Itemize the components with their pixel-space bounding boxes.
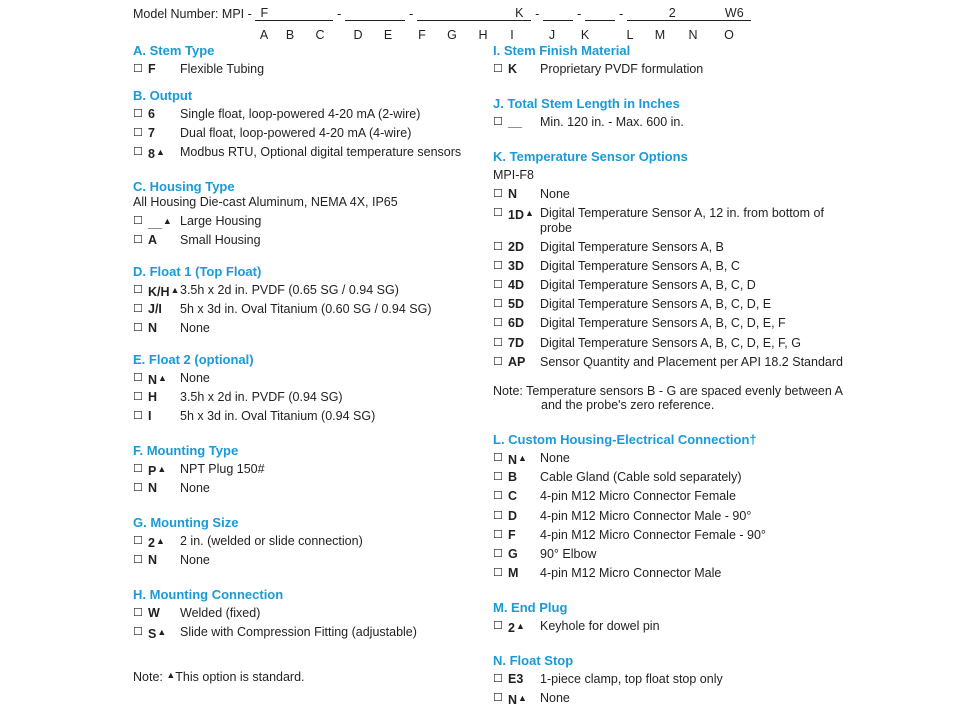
option-code [148, 409, 151, 424]
option-code-text: N [148, 321, 158, 335]
option-description: 3.5h x 2d in. PVDF (0.65 SG / 0.94 SG) [180, 283, 399, 297]
section-heading-c: C. Housing Type [133, 179, 235, 194]
option-code [508, 691, 527, 708]
option-code [148, 302, 162, 317]
option-code-text: __ [148, 216, 162, 230]
checkbox-icon[interactable]: ☐ [493, 337, 503, 349]
checkbox-icon[interactable]: ☐ [493, 529, 503, 541]
option-code-text: W [148, 606, 160, 620]
position-letter-h: H [478, 28, 488, 42]
model-dash: - [619, 7, 624, 21]
option-code-text: 6D [508, 316, 524, 330]
option-description: Proprietary PVDF formulation [540, 62, 704, 76]
option-code [148, 534, 165, 551]
section-heading-g: G. Mounting Size [133, 515, 239, 530]
option-code-text: 7D [508, 336, 524, 350]
option-description: None [180, 481, 210, 495]
option-description: Digital Temperature Sensors A, B, C, D, E, F [540, 316, 786, 330]
option-description: 5h x 3d in. Oval Titanium (0.94 SG) [180, 409, 376, 423]
option-description: Keyhole for dowel pin [540, 619, 660, 633]
option-code [148, 625, 166, 642]
option-description: Digital Temperature Sensors A, B, C [540, 259, 740, 273]
section-heading-i: I. Stem Finish Material [493, 43, 631, 58]
option-description: None [180, 553, 210, 567]
option-description: Digital Temperature Sensors A, B, C, D, E [540, 297, 772, 311]
standard-triangle-icon: ▲ [524, 208, 534, 218]
option-code-text: D [508, 509, 518, 523]
option-code [508, 619, 525, 636]
option-description: 5h x 3d in. Oval Titanium (0.60 SG / 0.94 SG) [180, 302, 432, 316]
option-description: Min. 120 in. - Max. 600 in. [540, 115, 684, 129]
option-description: None [180, 321, 210, 335]
option-description: Dual float, loop-powered 4-20 mA (4-wire) [180, 126, 412, 140]
option-description: Small Housing [180, 233, 261, 247]
option-description: None [540, 451, 570, 465]
option-description: Digital Temperature Sensors A, B, C, D, E, F, G [540, 336, 801, 350]
option-code [148, 462, 166, 479]
standard-triangle-icon: ▲ [515, 621, 525, 631]
temperature-note: Note: Temperature sensors B - G are spaced evenly between A [493, 384, 843, 398]
position-letter-l: L [626, 28, 634, 42]
option-code-text: 2 [508, 621, 515, 635]
option-code-text: 2D [508, 240, 524, 254]
position-letter-a: A [259, 28, 269, 42]
model-slot-d [345, 6, 375, 21]
checkbox-icon[interactable]: ☐ [133, 215, 143, 227]
option-code [508, 187, 517, 202]
model-number-line [133, 6, 751, 42]
checkbox-icon[interactable]: ☐ [493, 356, 503, 368]
checkbox-icon[interactable]: ☐ [493, 298, 503, 310]
section-note-c: All Housing Die-cast Aluminum, NEMA 4X, IP65 [133, 195, 398, 209]
option-code [148, 371, 167, 388]
option-description: 2 in. (welded or slide connection) [180, 534, 363, 548]
option-description: Digital Temperature Sensor A, 12 in. from bottom of [540, 206, 824, 220]
option-code [148, 214, 172, 231]
model-slot-e [375, 6, 405, 21]
model-slot-j [543, 6, 573, 21]
checkbox-icon[interactable]: ☐ [493, 692, 503, 704]
position-letter-m: M [654, 28, 666, 42]
checkbox-icon[interactable]: ☐ [133, 463, 143, 475]
option-code-text: K/H [148, 285, 170, 299]
option-code [148, 233, 157, 248]
section-heading-m: M. End Plug [493, 600, 568, 615]
position-letter-g: G [447, 28, 457, 42]
option-code-text: C [508, 489, 518, 503]
section-heading-n: N. Float Stop [493, 653, 574, 668]
option-code-text: N [508, 187, 518, 201]
option-code-text: E3 [508, 672, 524, 686]
option-code [148, 606, 160, 621]
checkbox-icon[interactable]: ☐ [493, 188, 503, 200]
option-code-text: N [148, 373, 158, 387]
option-code-text: I [148, 409, 152, 423]
section-heading-b: B. Output [133, 88, 193, 103]
option-description: Single float, loop-powered 4-20 mA (2-wire) [180, 107, 421, 121]
checkbox-icon[interactable]: ☐ [493, 567, 503, 579]
checkbox-icon[interactable]: ☐ [493, 260, 503, 272]
option-description: None [540, 187, 570, 201]
option-description: 4-pin M12 Micro Connector Female - 90° [540, 528, 766, 542]
position-letter-d: D [353, 28, 363, 42]
option-description: Digital Temperature Sensors A, B [540, 240, 724, 254]
option-code [508, 259, 524, 274]
checkbox-icon[interactable]: ☐ [133, 108, 143, 120]
checkbox-icon[interactable]: ☐ [493, 116, 503, 128]
section-heading-f: F. Mounting Type [133, 443, 239, 458]
option-code-text: P [148, 464, 157, 478]
checkbox-icon[interactable]: ☐ [133, 234, 143, 246]
checkbox-icon[interactable]: ☐ [493, 620, 503, 632]
model-dash: - [577, 7, 582, 21]
checkbox-icon[interactable]: ☐ [493, 673, 503, 685]
option-code [148, 553, 157, 568]
option-description: NPT Plug 150# [180, 462, 265, 476]
checkbox-icon[interactable]: ☐ [133, 607, 143, 619]
option-description: 1-piece clamp, top float stop only [540, 672, 723, 686]
checkbox-icon[interactable]: ☐ [493, 207, 503, 219]
model-slot-i: K [507, 6, 531, 21]
option-code [148, 107, 155, 122]
option-description: None [180, 371, 210, 385]
option-code [508, 336, 524, 351]
triangle-icon: ▲ [166, 670, 176, 680]
checkbox-icon[interactable]: ☐ [133, 322, 143, 334]
model-dash: - [337, 7, 342, 21]
model-slot-k [585, 6, 615, 21]
standard-triangle-icon: ▲ [170, 285, 180, 295]
checkbox-icon[interactable]: ☐ [493, 490, 503, 502]
section-heading-d: D. Float 1 (Top Float) [133, 264, 262, 279]
option-description: Digital Temperature Sensors A, B, C, D [540, 278, 756, 292]
standard-triangle-icon: ▲ [157, 464, 167, 474]
standard-triangle-icon: ▲ [518, 453, 527, 463]
checkbox-icon[interactable]: ☐ [493, 548, 503, 560]
position-letter-n: N [688, 28, 698, 42]
option-code-text: N [508, 453, 518, 467]
option-code-text: H [148, 390, 158, 404]
option-code-text: G [508, 547, 518, 561]
standard-triangle-icon: ▲ [162, 216, 172, 226]
option-code [508, 489, 517, 504]
option-code-text: 2 [148, 536, 155, 550]
section-heading-j: J. Total Stem Length in Inches [493, 96, 680, 111]
position-letter-c: C [315, 28, 325, 42]
section-heading-a: A. Stem Type [133, 43, 215, 58]
option-code [508, 240, 524, 255]
model-dash: - [409, 7, 414, 21]
position-letter-f: F [418, 28, 426, 42]
position-letter-i: I [510, 28, 514, 42]
option-code [508, 297, 524, 312]
checkbox-icon[interactable]: ☐ [133, 303, 143, 315]
option-code [508, 451, 527, 468]
checkbox-icon[interactable]: ☐ [133, 391, 143, 403]
standard-triangle-icon: ▲ [155, 147, 165, 157]
position-letter-e: E [383, 28, 393, 42]
checkbox-icon[interactable]: ☐ [133, 626, 143, 638]
model-slot-b [273, 6, 303, 21]
option-code-text: K [508, 62, 518, 76]
model-slot-g [447, 6, 477, 21]
checkbox-icon[interactable]: ☐ [133, 284, 143, 296]
option-code-text: N [508, 693, 518, 707]
option-code-text: 8 [148, 147, 155, 161]
section-note-k: MPI-F8 [493, 168, 534, 182]
option-code [508, 206, 534, 223]
position-letter-k: K [580, 28, 590, 42]
checkbox-icon[interactable]: ☐ [493, 317, 503, 329]
section-heading-l: L. Custom Housing-Electrical Connection† [493, 432, 757, 447]
option-description: 4-pin M12 Micro Connector Female [540, 489, 736, 503]
checkbox-icon[interactable]: ☐ [133, 372, 143, 384]
option-code [148, 62, 156, 77]
standard-triangle-icon: ▲ [157, 627, 167, 637]
option-code-text: N [148, 481, 158, 495]
option-code [508, 355, 525, 370]
option-code [508, 528, 516, 543]
option-description: Sensor Quantity and Placement per API 18.2 Standard [540, 355, 843, 369]
option-code-text: B [508, 470, 518, 484]
option-code-text: N [148, 553, 158, 567]
option-description: 4-pin M12 Micro Connector Male [540, 566, 722, 580]
checkbox-icon[interactable]: ☐ [133, 63, 143, 75]
model-dash: - [535, 7, 540, 21]
checkbox-icon[interactable]: ☐ [133, 535, 143, 547]
option-code-text: J/I [148, 302, 162, 316]
option-description-cont: probe [540, 221, 572, 235]
option-code-text: 1D [508, 208, 524, 222]
option-code [148, 481, 157, 496]
temperature-note-cont: and the probe's zero reference. [541, 398, 715, 412]
model-slot-m: 2 [657, 6, 687, 21]
option-description: Large Housing [180, 214, 262, 228]
checkbox-icon[interactable]: ☐ [133, 127, 143, 139]
option-code [508, 278, 524, 293]
option-code [508, 547, 518, 562]
option-code [148, 145, 165, 162]
section-heading-k: K. Temperature Sensor Options [493, 149, 688, 164]
option-code-text: 5D [508, 297, 524, 311]
model-slot-n [687, 6, 717, 21]
section-heading-h: H. Mounting Connection [133, 587, 284, 602]
checkbox-icon[interactable]: ☐ [493, 452, 503, 464]
model-slot-h [477, 6, 507, 21]
checkbox-icon[interactable]: ☐ [133, 554, 143, 566]
position-letter-b: B [285, 28, 295, 42]
checkbox-icon[interactable]: ☐ [493, 63, 503, 75]
option-description: Welded (fixed) [180, 606, 261, 620]
option-code-text: 7 [148, 126, 155, 140]
option-code-text: F [508, 528, 516, 542]
option-code [148, 126, 155, 141]
standard-triangle-icon: ▲ [518, 693, 527, 703]
model-slot-a: F [255, 6, 273, 21]
checkbox-icon[interactable]: ☐ [133, 410, 143, 422]
option-code-text: S [148, 627, 157, 641]
option-code-text: 3D [508, 259, 524, 273]
option-description: Flexible Tubing [180, 62, 265, 76]
option-description: 90° Elbow [540, 547, 597, 561]
option-code-text: A [148, 233, 158, 247]
section-heading-e: E. Float 2 (optional) [133, 352, 254, 367]
option-code [508, 672, 523, 687]
option-code-text: 4D [508, 278, 524, 292]
option-code-text: M [508, 566, 519, 580]
option-code-text: AP [508, 355, 526, 369]
position-letter-j: J [548, 28, 556, 42]
model-number-label: Model Number: MPI - [133, 7, 252, 21]
option-code-text: __ [508, 115, 522, 129]
option-description: 4-pin M12 Micro Connector Male - 90° [540, 509, 752, 523]
option-description: 3.5h x 2d in. PVDF (0.94 SG) [180, 390, 343, 404]
option-code [148, 283, 179, 300]
option-code [508, 62, 517, 77]
standard-triangle-icon: ▲ [155, 536, 165, 546]
model-slot-f [417, 6, 447, 21]
option-description: Modbus RTU, Optional digital temperature sensors [180, 145, 462, 159]
checkbox-icon[interactable]: ☐ [493, 510, 503, 522]
option-code [148, 321, 157, 336]
option-code [508, 115, 522, 130]
option-description: None [540, 691, 570, 705]
checkbox-icon[interactable]: ☐ [493, 279, 503, 291]
model-slot-l [627, 6, 657, 21]
option-code-text: F [148, 62, 156, 76]
standard-triangle-icon: ▲ [158, 373, 167, 383]
position-letter-o: O [724, 28, 734, 42]
model-slot-c [303, 6, 333, 21]
standard-option-note: Note: ▲This option is standard. [133, 670, 305, 684]
model-slot-o: W6 [717, 6, 751, 21]
option-code [508, 316, 524, 331]
option-code [508, 566, 518, 581]
option-description: Slide with Compression Fitting (adjustable) [180, 625, 417, 639]
checkbox-icon[interactable]: ☐ [133, 482, 143, 494]
checkbox-icon[interactable]: ☐ [133, 146, 143, 158]
option-description: Cable Gland (Cable sold separately) [540, 470, 742, 484]
checkbox-icon[interactable]: ☐ [493, 241, 503, 253]
option-code-text: 6 [148, 107, 155, 121]
option-code [508, 509, 517, 524]
checkbox-icon[interactable]: ☐ [493, 471, 503, 483]
option-code [148, 390, 157, 405]
option-code [508, 470, 517, 485]
